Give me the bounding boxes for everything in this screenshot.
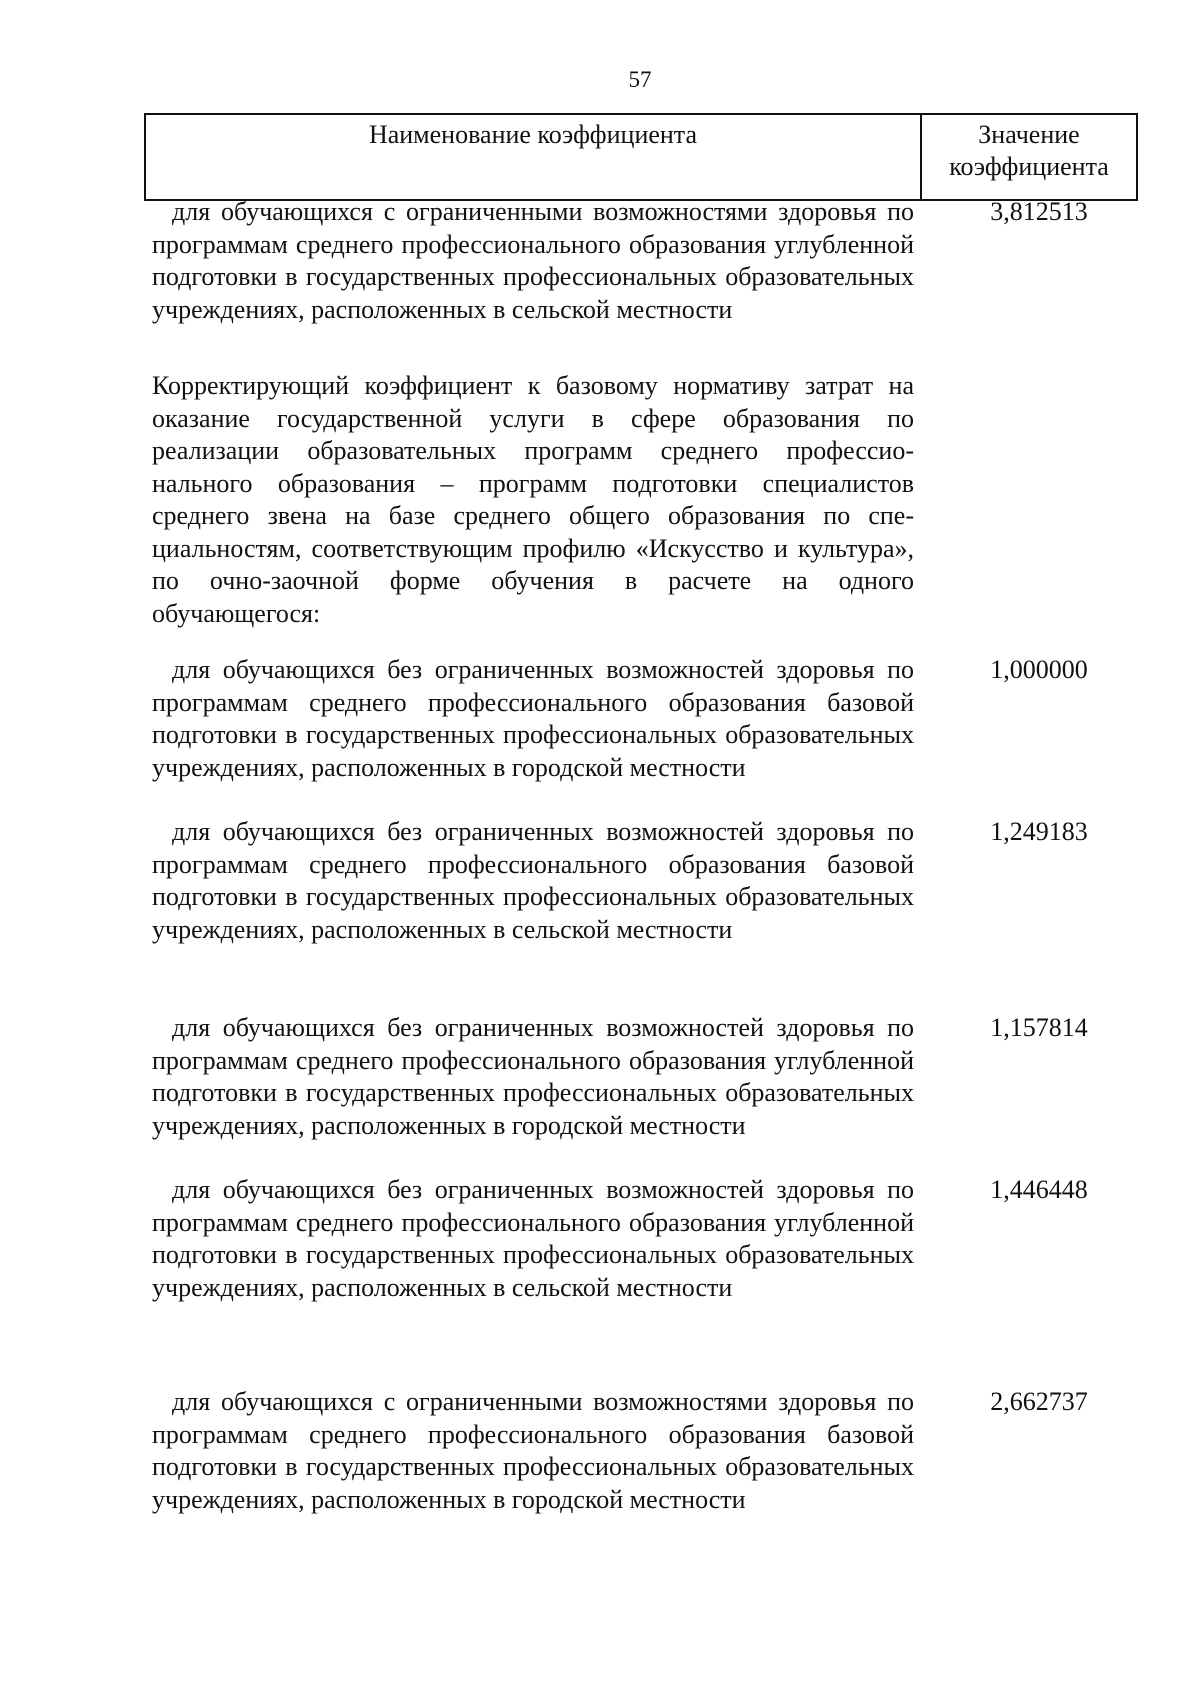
row-description: для обучающихся без ограниченных возможностей здоровья по программам среднего профессионального образования базовой подготовки в государственных профессиональных образовательных учреждениях, расположенных в сельской местности (152, 817, 914, 944)
row-value: 2,662737 (990, 1387, 1088, 1416)
table-row (144, 1174, 1138, 1304)
coefficient-table (144, 113, 1138, 1514)
row-description: для обучающихся без ограниченных возможностей здоровья по программам среднего профессионального образования углубленной подготовки в государственных профессиональных образовательных учреждениях, расположенных в сельской местности (152, 1175, 914, 1302)
row-value: 1,446448 (990, 1175, 1088, 1204)
header-coefficient-name: Наименование коэффициента (146, 115, 922, 199)
row-value: 1,000000 (990, 655, 1088, 684)
table-row (144, 816, 1138, 946)
table-row (144, 1386, 1138, 1516)
row-value: 1,157814 (990, 1013, 1088, 1042)
header-coefficient-value: Значение коэффициента (949, 120, 1109, 181)
table-row (144, 196, 1138, 326)
row-value: 3,812513 (990, 197, 1088, 226)
page-number: 57 (628, 67, 652, 92)
row-description: для обучающихся без ограниченных возможностей здоровья по программам среднего профессионального образования базовой подготовки в государственных профессиональных образовательных учреждениях, расположенных в городской местности (152, 655, 914, 782)
row-description: для обучающихся с ограниченными возможностями здоровья по программам среднего профессионального образования базовой подготовки в государственных профессиональных образовательных учреждениях, расположенных в городской местности (152, 1387, 914, 1514)
row-value: 1,249183 (990, 817, 1088, 846)
table-row (144, 1012, 1138, 1142)
table-row (144, 370, 1138, 630)
row-description: для обучающихся с ограниченными возможностями здоровья по программам среднего профессионального образования углубленной подготовки в государственных профессиональных образовательных учреждениях, расположенных в сельской местности (152, 197, 914, 324)
table-row (144, 654, 1138, 784)
table-header (144, 113, 1138, 201)
row-description: Корректирующий коэффициент к базовому нормативу затрат на оказание государственной услуги в сфере образования по реализации образовательных программ среднего профессионального образования – программ подготовки специалистов среднего звена на базе среднего общего образования по специальностям, соответствующим профилю «Искусство и культура», по очно-заочной форме обучения в расчете на одного обучающегося: (152, 371, 914, 628)
row-description: для обучающихся без ограниченных возможностей здоровья по программам среднего профессионального образования углубленной подготовки в государственных профессиональных образовательных учреждениях, расположенных в городской местности (152, 1013, 914, 1140)
